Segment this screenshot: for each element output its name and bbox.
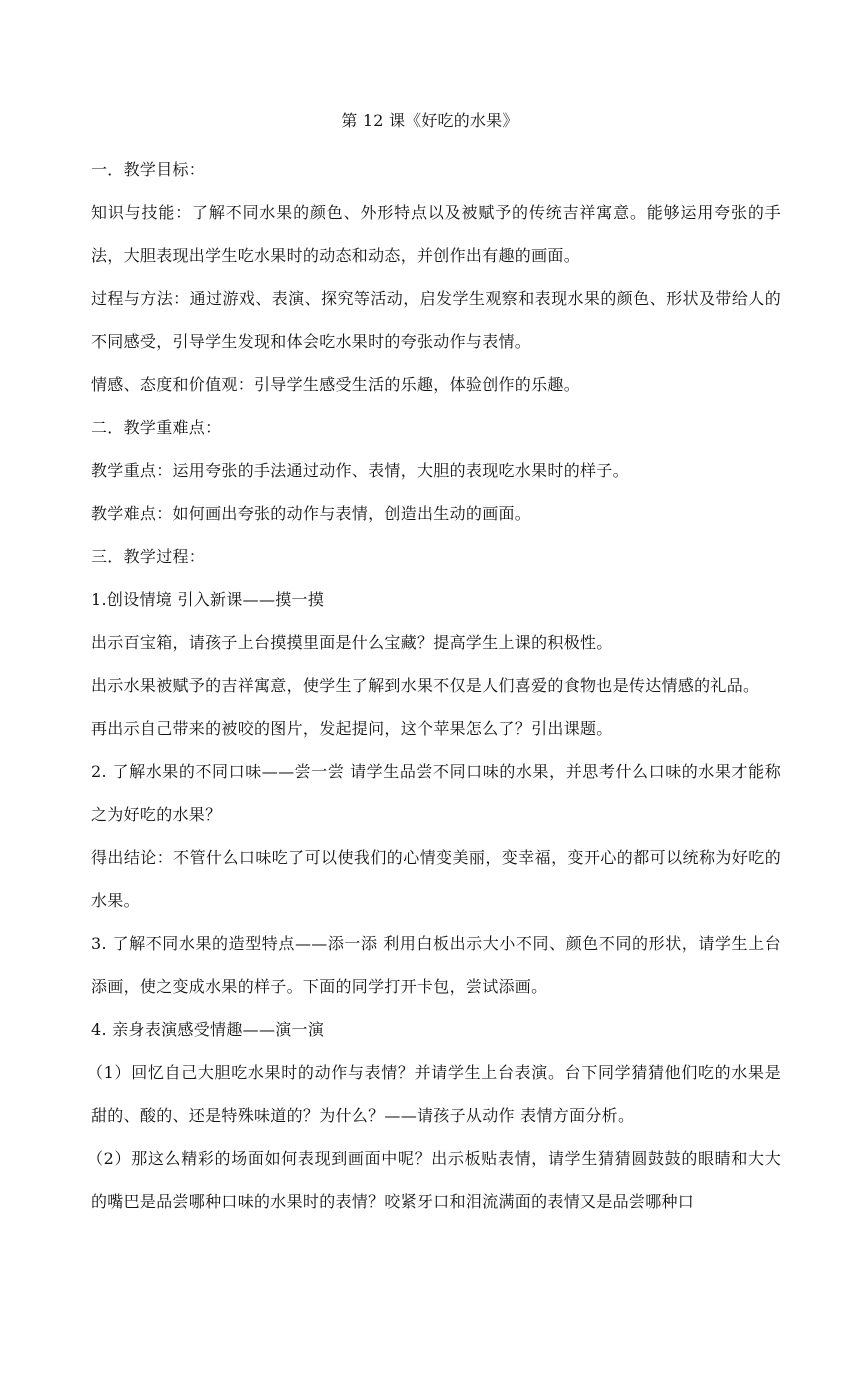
document-title: 第 12 课《好吃的水果》 [341,111,519,130]
paragraph-bitten-picture: 再出示自己带来的被咬的图片，发起提问，这个苹果怎么了？引出课题。 [91,719,613,738]
step-4-item-1: （1）回忆自己大胆吃水果时的动作与表情？并请学生上台表演。台下同学猜猜他们吃的水果是甜的、酸的、还是特殊味道的？为什么？——请孩子从动作 表情方面分析。 [87,1063,781,1125]
section-heading-process: 三．教学过程： [91,547,206,566]
paragraph-knowledge-skills: 知识与技能：了解不同水果的颜色、外形特点以及被赋予的传统吉祥寓意。能够运用夸张的手法，大胆表现出学生吃水果时的动态和动态，并创作出有趣的画面。 [91,203,781,265]
paragraph-key-point: 教学重点：运用夸张的手法通过动作、表情，大胆的表现吃水果时的样子。 [91,461,629,480]
section-heading-objectives: 一．教学目标： [91,160,206,179]
document-body [87,148,781,1223]
step-2-taste: 2. 了解水果的不同口味——尝一尝 请学生品尝不同口味的水果，并思考什么口味的水果才能称之为好吃的水果？ [91,762,781,824]
step-3-add-drawing: 3. 了解不同水果的造型特点——添一添 利用白板出示大小不同、颜色不同的形状，请学生上台添画，使之变成水果的样子。下面的同学打开卡包，尝试添画。 [91,934,781,996]
step-4-heading: 4. 亲身表演感受情趣——演一演 [91,1020,325,1039]
paragraph-conclusion: 得出结论：不管什么口味吃了可以使我们的心情变美丽，变幸福，变开心的都可以统称为好吃的水果。 [91,848,781,910]
paragraph-fruit-meaning: 出示水果被赋予的吉祥寓意，使学生了解到水果不仅是人们喜爱的食物也是传达情感的礼品。 [91,676,760,695]
paragraph-process-methods: 过程与方法：通过游戏、表演、探究等活动，启发学生观察和表现水果的颜色、形状及带给人的不同感受，引导学生发现和体会吃水果时的夸张动作与表情。 [91,289,781,351]
paragraph-attitude-values: 情感、态度和价值观：引导学生感受生活的乐趣，体验创作的乐趣。 [91,375,581,394]
step-1-heading: 1.创设情境 引入新课——摸一摸 [91,590,325,609]
step-4-item-2: （2）那这么精彩的场面如何表现到画面中呢？出示板贴表情，请学生猜猜圆鼓鼓的眼睛和大大的嘴巴是品尝哪种口味的水果时的表情？咬紧牙口和泪流满面的表情又是品尝哪种口 [87,1149,781,1211]
section-heading-key-points: 二．教学重难点： [91,418,222,437]
paragraph-treasure-box: 出示百宝箱，请孩子上台摸摸里面是什么宝藏？提高学生上课的积极性。 [91,633,613,652]
paragraph-difficulty: 教学难点：如何画出夸张的动作与表情，创造出生动的画面。 [91,504,532,523]
